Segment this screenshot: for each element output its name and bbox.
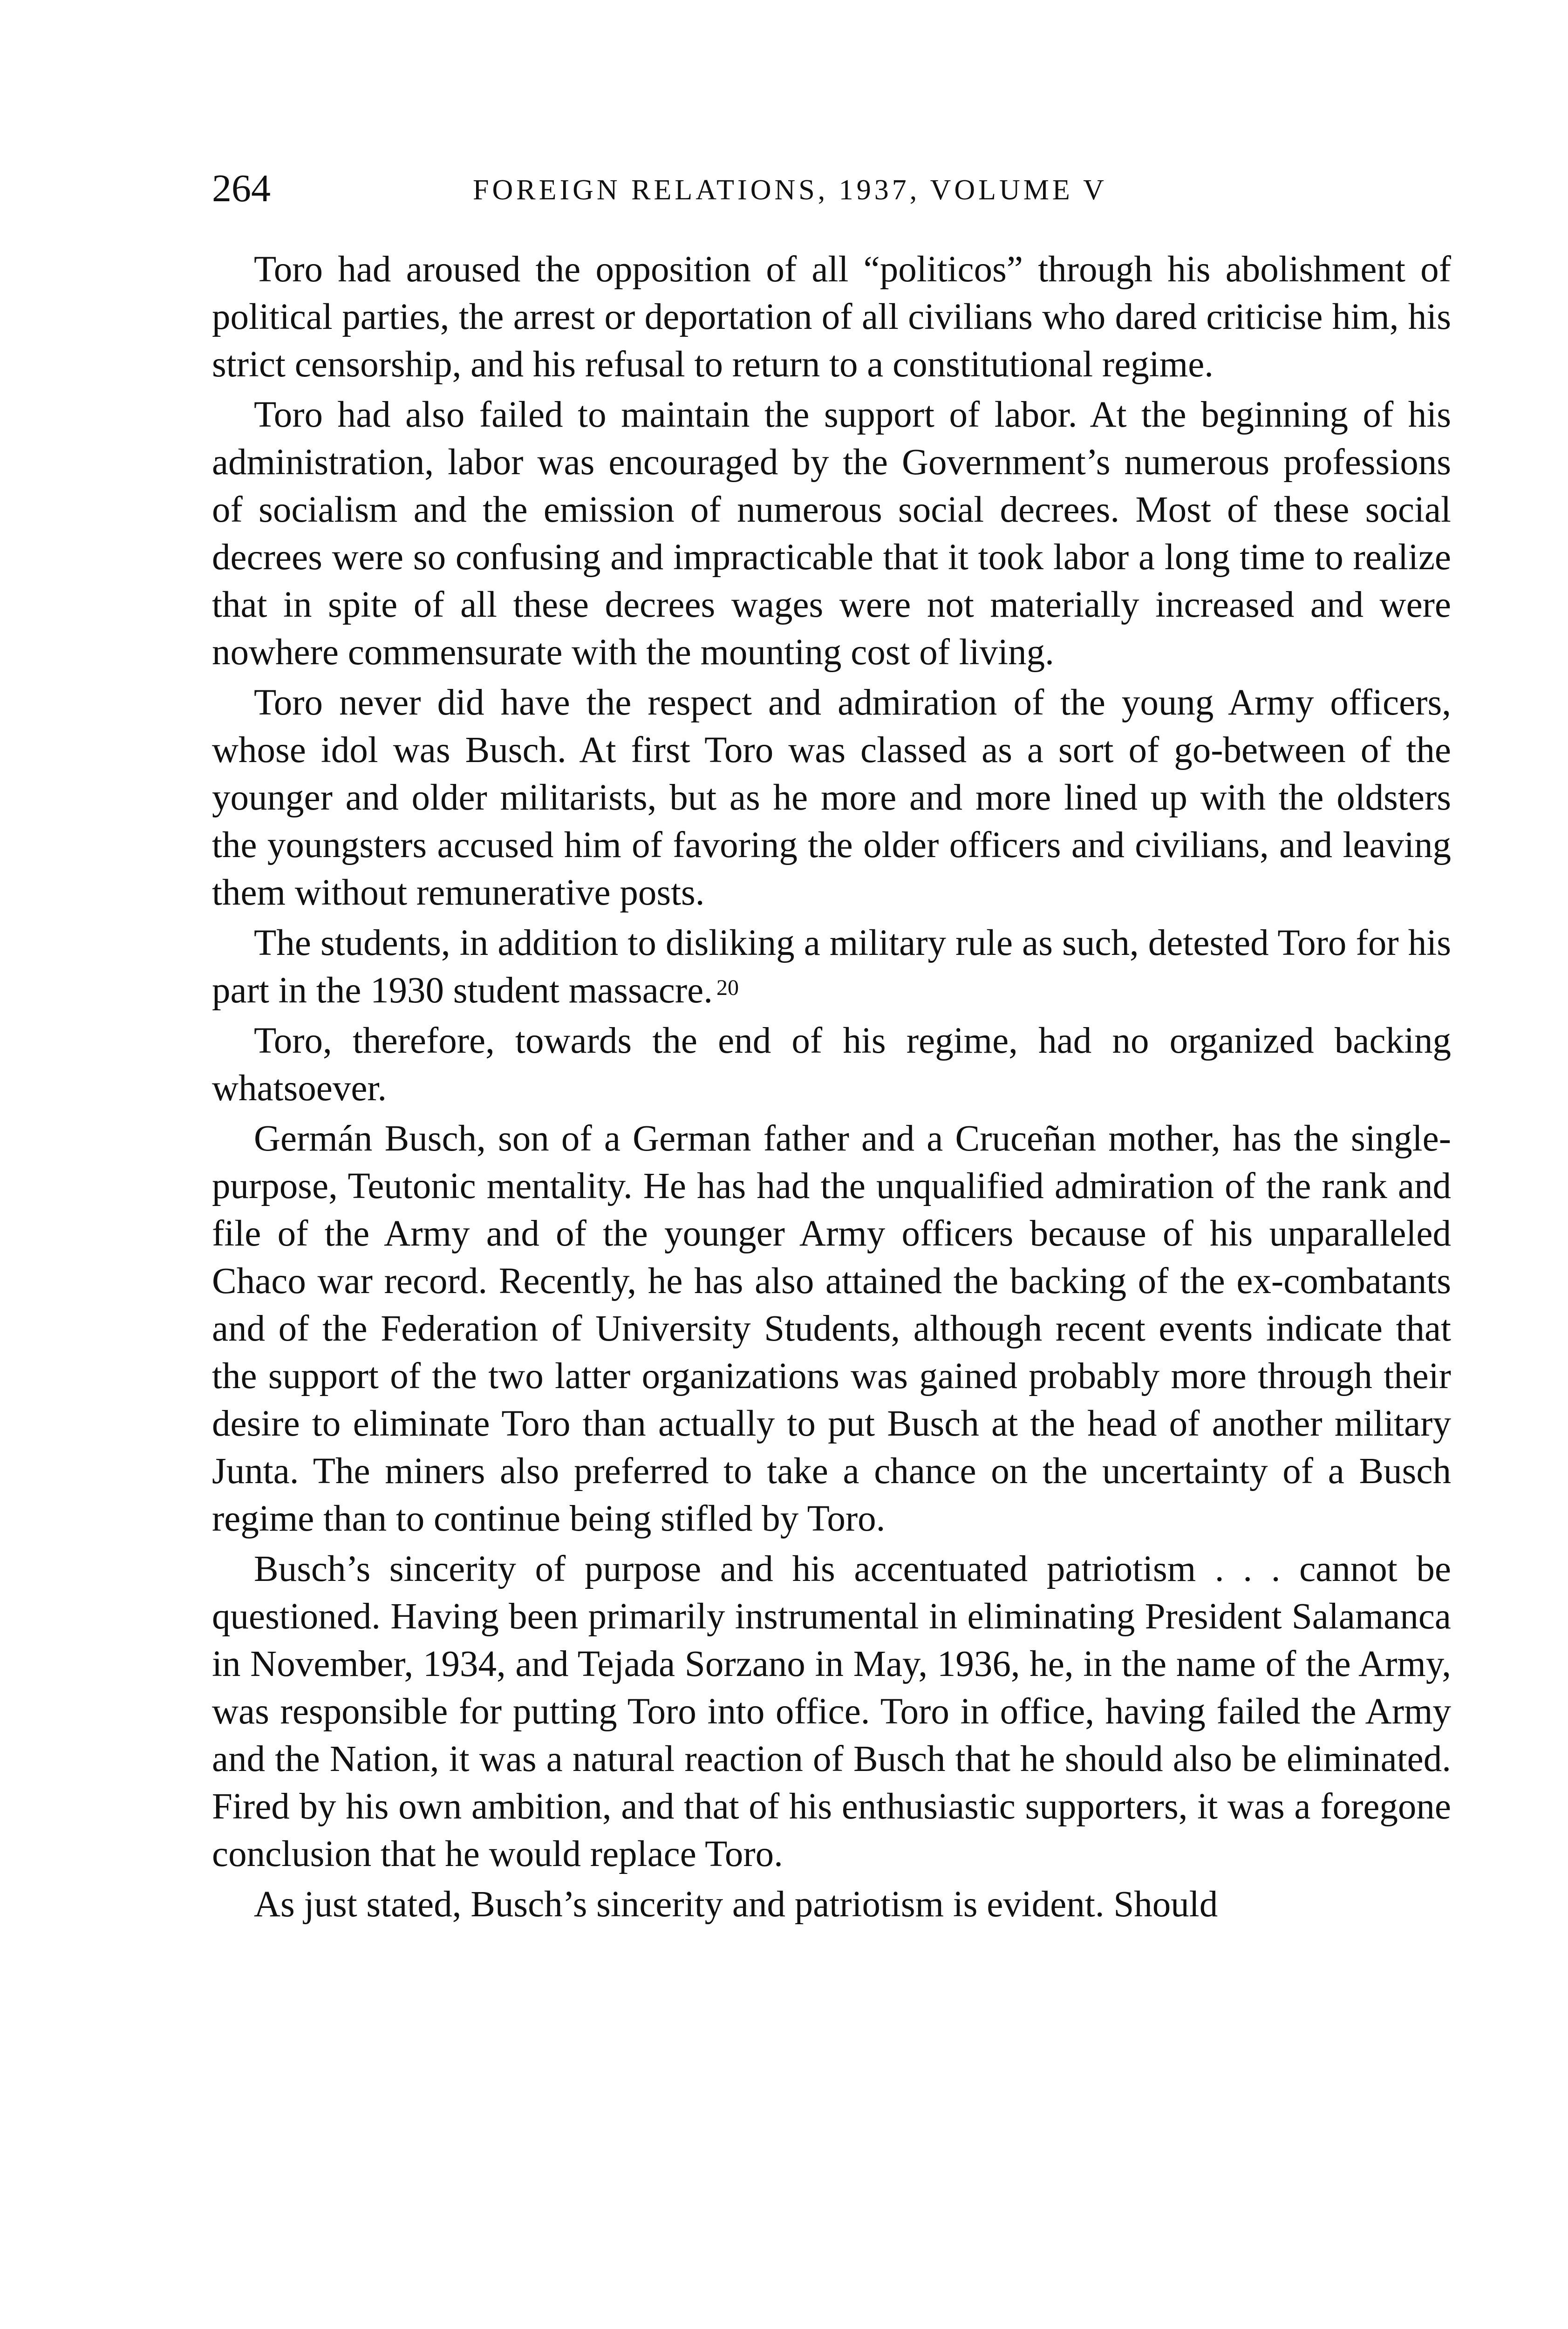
footnote-reference[interactable]: 20 [716, 975, 739, 1000]
paragraph-7: Busch’s sincerity of purpose and his accentuated patriotism . . . cannot be questioned. Having been primarily instrumental in eliminating President Salamanca in November, 1934, and Tejada Sorzano in May, 1936, he, in the name of the Army, was responsible for putting Toro into office. Toro in office, having failed the Army and the Nation, it was a natural reaction of Busch that he should also be eliminated. Fired by his own ambition, and that of his enthusiastic supporters, it was a foregone conclusion that he would replace Toro. [212, 1549, 1451, 1874]
paragraph-5: Toro, therefore, towards the end of his regime, had no organized backing whatsoever. [212, 1021, 1451, 1109]
page-number: 264 [212, 167, 271, 210]
paragraph-2: Toro had also failed to maintain the support of labor. At the beginning of his administration, labor was encouraged by the Government’s numerous professions of socialism and the emission of numerous social decrees. Most of these social decrees were so confusing and impracticable that it took labor a long time to realize that in spite of all these decrees wages were not materially increased and were nowhere commensurate with the mounting cost of living. [212, 395, 1451, 673]
paragraph-8: As just stated, Busch’s sincerity and patriotism is evident. Should [254, 1884, 1218, 1925]
running-head [212, 165, 1465, 212]
paragraph-3: Toro never did have the respect and admiration of the young Army officers, whose idol was Busch. At first Toro was classed as a sort of go-between of the younger and older militarists, but as he more and more lined up with the oldsters the youngsters accused him of favoring the older officers and civilians, and leaving them without remunerative posts. [212, 682, 1451, 913]
paragraph-6: Germán Busch, son of a German father and a Cruceñan mother, has the single-purpose, Teutonic mentality. He has had the unqualified admiration of the rank and file of the Army and of the younger Army officers because of his unparalleled Chaco war record. Recently, he has also attained the backing of the ex-combatants and of the Federation of University Students, although recent events indicate that the support of the two latter organizations was gained probably more through their desire to eliminate Toro than actually to put Busch at the head of another military Junta. The miners also preferred to take a chance on the uncertainty of a Busch regime than to continue being stifled by Toro. [212, 1118, 1451, 1539]
running-title: FOREIGN RELATIONS, 1937, VOLUME V [473, 174, 1107, 206]
paragraph-1: Toro had aroused the opposition of all “politicos” through his abolishment of political parties, the arrest or deportation of all civilians who dared criticise him, his strict censorship, and his refusal to return to a constitutional regime. [212, 249, 1451, 385]
paragraph-4-text: The students, in addition to disliking a military rule as such, detested Toro for his part in the 1930 student massacre. [212, 923, 1451, 1011]
paragraph-4 [212, 919, 1451, 1015]
body-text [212, 246, 1451, 1931]
